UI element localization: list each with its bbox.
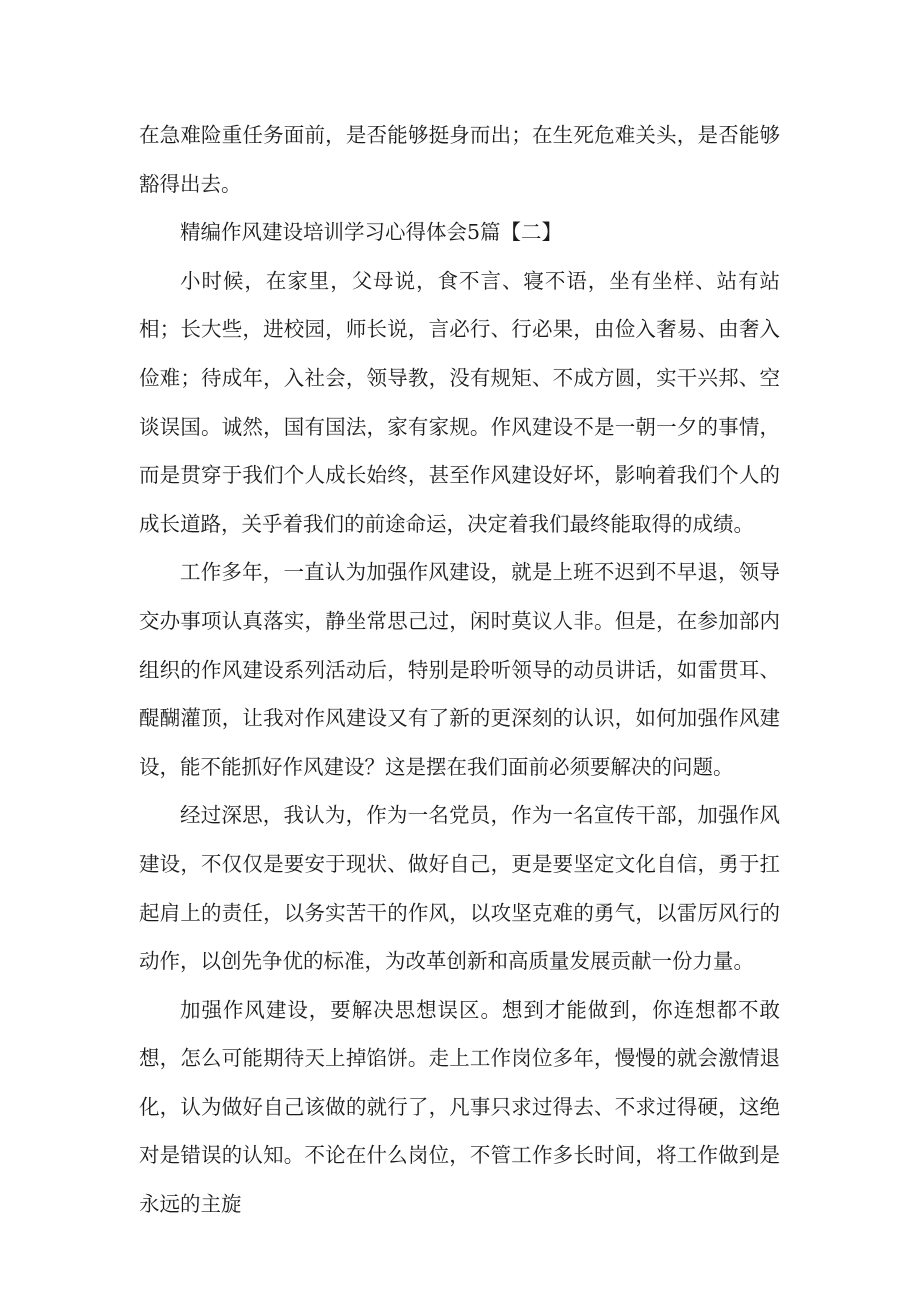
paragraph-reflection: 经过深思，我认为，作为一名党员，作为一名宣传干部，加强作风建设，不仅仅是要安于现状、做好自己，更是要坚定文化自信，勇于扛起肩上的责任，以务实苦干的作风，以攻坚克难的勇气，以雷厉风行的动作，以创先争优的标准，为改革创新和高质量发展贡献一份力量。: [139, 803, 780, 974]
paragraph-continued: 在急难险重任务面前，是否能够挺身而出；在生死危难关头，是否能够豁得出去。: [139, 123, 780, 196]
paragraph-childhood-rules: 小时候，在家里，父母说，食不言、寝不语，坐有坐样、站有站相；长大些，进校园，师长说，言必行、行必果，由俭入奢易、由奢入俭难；待成年，入社会，领导教，没有规矩、不成方圆，实干兴邦、空谈误国。诚然，国有国法，家有家规。作风建设不是一朝一夕的事情，而是贯穿于我们个人成长始终，甚至作风建设好坏，影响着我们个人的成长道路，关乎着我们的前途命运，决定着我们最终能取得的成绩。: [139, 268, 780, 536]
paragraph-work-years: 工作多年，一直认为加强作风建设，就是上班不迟到不早退，领导交办事项认真落实，静坐常思己过，闲时莫议人非。但是，在参加部内组织的作风建设系列活动后，特别是聆听领导的动员讲话，如雷贯耳、醍醐灌顶，让我对作风建设又有了新的更深刻的认识，如何加强作风建设，能不能抓好作风建设？这是摆在我们面前必须要解决的问题。: [139, 560, 780, 779]
paragraph-thinking-misconceptions: 加强作风建设，要解决思想误区。想到才能做到，你连想都不敢想，怎么可能期待天上掉馅饼。走上工作岗位多年，慢慢的就会激情退化，认为做好自己该做的就行了，凡事只求过得去、不求过得硬，这绝对是错误的认知。不论在什么岗位，不管工作多长时间，将工作做到是永远的主旋: [139, 997, 780, 1217]
document-body: [139, 111, 780, 1229]
section-heading: 精编作风建设培训学习心得体会5篇【二】: [180, 220, 563, 245]
